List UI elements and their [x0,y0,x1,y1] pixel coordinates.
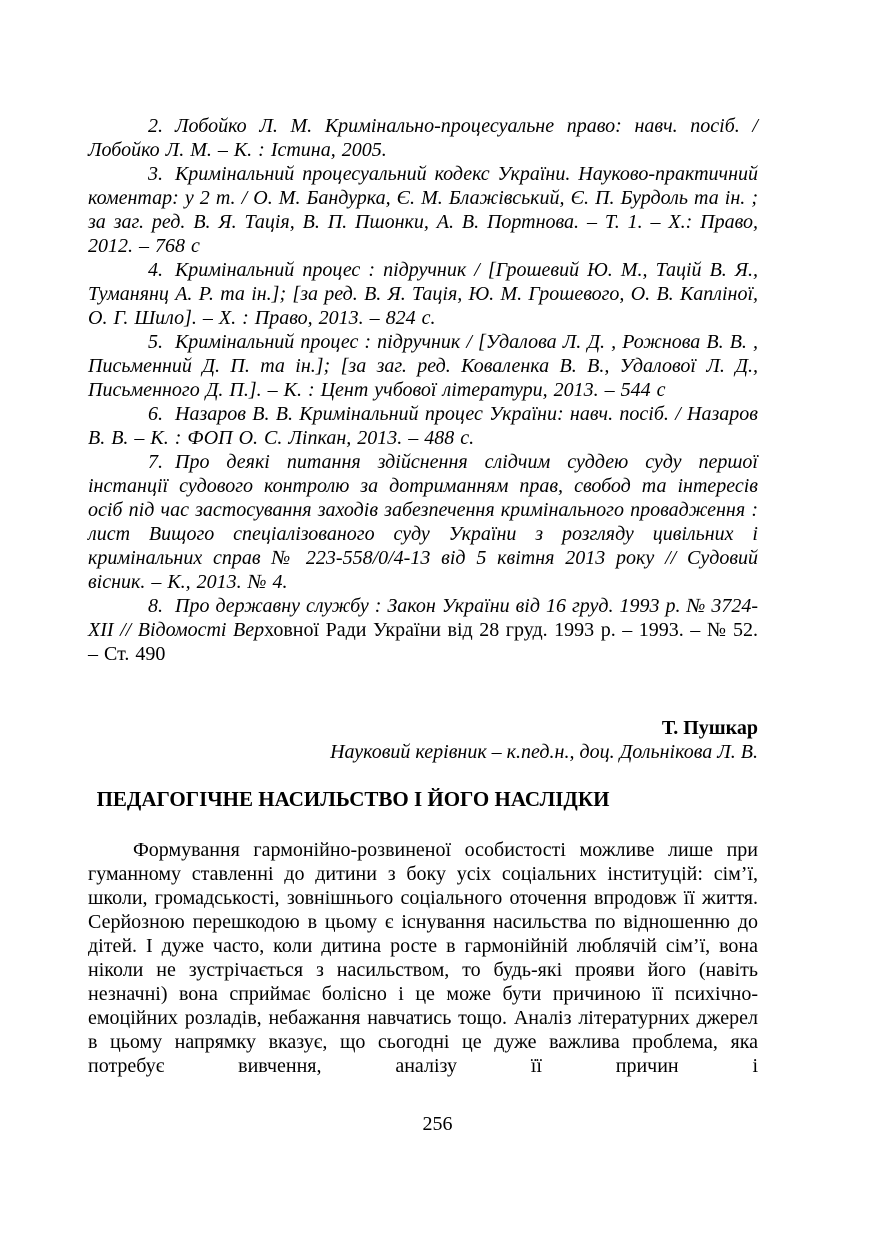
bib-item-text: Кримінальний процес : підручник / [Грошевий Ю. М., Тацій В. Я., Туманянц А. Р. та ін.]; [за ред. В. Я. Тація, Ю. М. Грошевого, О. В. Капліної, О. Г. Шило]. – Х. : Право, 2013. – 824 с. [88,259,758,329]
bibliography-item [88,258,758,330]
bibliography-item [88,450,758,594]
supervisor-line: Науковий керівник – к.пед.н., доц. Дольнікова Л. В. [330,741,758,763]
bib-item-number: 8. [148,595,163,617]
bibliography-item [88,162,758,258]
bib-item-number: 4. [148,259,163,281]
page-number: 256 [422,1113,453,1135]
article-title: ПЕДАГОГІЧНЕ НАСИЛЬСТВО І ЙОГО НАСЛІДКИ [96,787,610,811]
bib-item-text: Назаров В. В. Кримінальний процес України: навч. посіб. / Назаров В. В. – К. : ФОП О. С. Ліпкан, 2013. – 488 с. [88,403,758,449]
bib-item-text: Про деякі питання здійснення слідчим суддею суду першої інстанції судового контролю за дотриманням прав, свобод та інтересів осіб під час застосування заходів забезпечення кримінального провадження : лист Вищого спеціалізованого суду України з розгляду цивільних і кримінальних справ № 223-558/0/4-13 від 5 квітня 2013 року // Судовий вісник. – К., 2013. № 4. [88,451,758,593]
bib-item-number: 3. [148,163,163,185]
bib-item-text: Кримінальний процес : підручник / [Удалова Л. Д. , Рожнова В. В. , Письменний Д. П. та ін.]; [за заг. ред. Коваленка В. В., Удалової Л. Д., Письменного Д. П.]. – К. : Цент учбової літератури, 2013. – 544 с [88,331,758,401]
bib-item-text-roman: ховної Ради України від 28 груд. 1993 р. – 1993. – № 52. – Ст. 490 [88,619,758,665]
bib-item-number: 2. [148,115,163,137]
bibliography-item [88,594,758,666]
bib-item-number: 6. [148,403,163,425]
author-name: Т. Пушкар [661,717,758,739]
bib-item-text: Лобойко Л. М. Кримінально-процесуальне право: навч. посіб. / Лобойко Л. М. – К. : Істина, 2005. [88,115,758,161]
bib-item-number: 7. [148,451,163,473]
article-paragraph: Формування гармонійно-розвиненої особистості можливе лише при гуманному ставленні до дитини з боку усіх соціальних інституцій: сім’ї, школи, громадськості, зовнішнього соціального оточення впродовж її життя. Серйозною перешкодою в цьому є існування насильства по відношенню до дітей. І дуже часто, коли дитина росте в гармонійній люблячій сім’ї, вона ніколи не зустрічається з насильством, то будь-які прояви його (навіть незначні) вона сприймає болісно і це може бути причиною її психічно-емоційних розладів, небажання навчатись тощо. Аналіз літературних джерел в цьому напрямку вказує, що сьогодні це дуже важлива проблема, яка потребує вивчення, аналізу її причин і [88,839,758,1077]
bib-item-text-italic: Про державну службу : Закон України від 16 груд. 1993 р. № 3724-XII // Відомості Вер [88,595,758,641]
bib-item-number: 5. [148,331,163,353]
bibliography-item [88,114,758,162]
text-block [88,114,758,1078]
bib-item-text: Кримінальний процесуальний кодекс України. Науково-практичний коментар: у 2 т. / О. М. Бандурка, Є. М. Блажівський, Є. П. Бурдоль та ін. ; за заг. ред. В. Я. Тація, В. П. Пшонки, А. В. Портнова. – Т. 1. – Х.: Право, 2012. – 768 с [88,163,758,257]
bibliography-item [88,402,758,450]
bibliography-item [88,330,758,402]
